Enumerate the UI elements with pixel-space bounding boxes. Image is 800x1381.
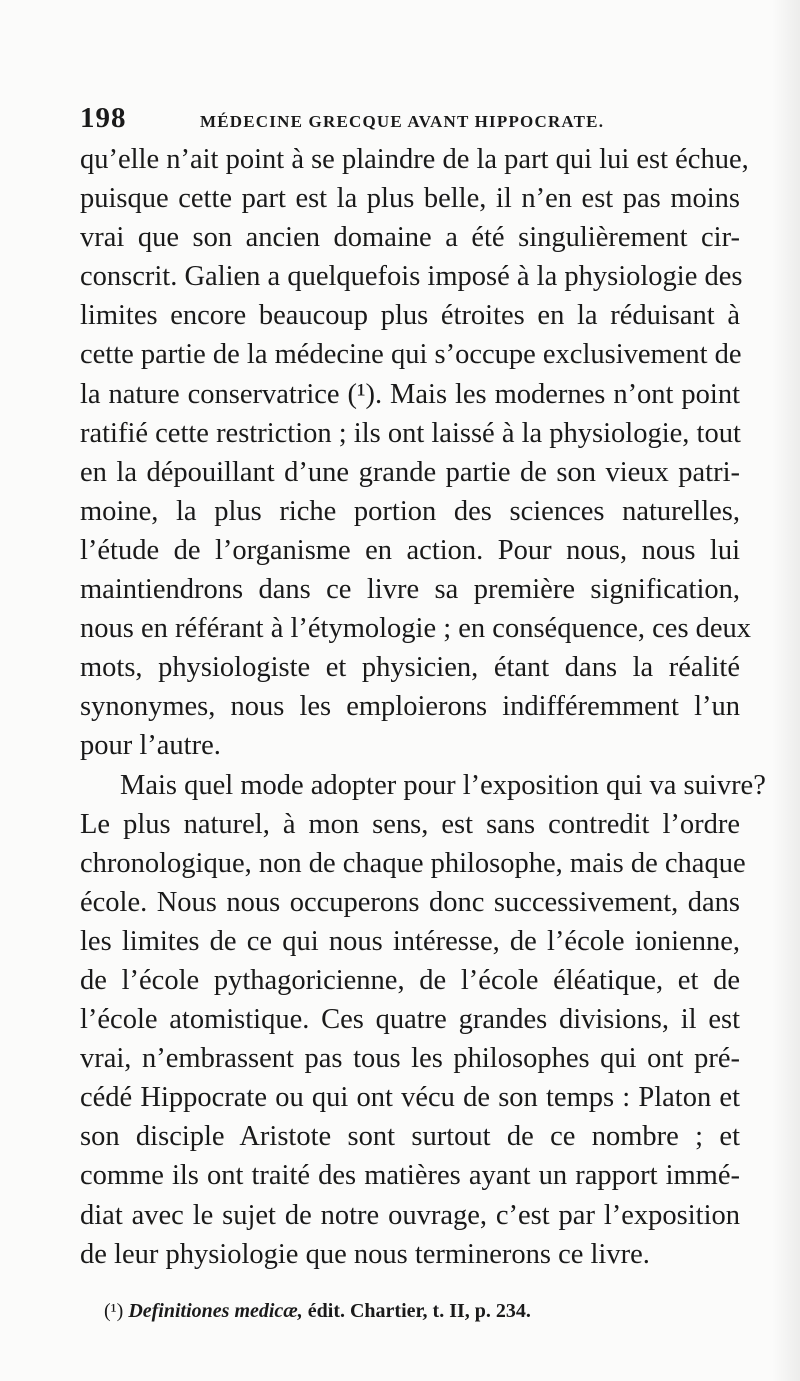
text-line: vrai, n’embrassent pas tous les philosophes qui ont pré-: [80, 1043, 740, 1075]
text-line: moine, la plus riche portion des sciences naturelles,: [80, 495, 740, 527]
text-line: mots, physiologiste et physicien, étant dans la réalité: [80, 652, 740, 684]
text-line: chronologique, non de chaque philosophe, mais de chaque: [80, 847, 746, 879]
text-line: ratifié cette restriction ; ils ont laissé à la physiologie, tout: [80, 417, 741, 449]
footnote: [104, 1300, 744, 1323]
paragraph-end-line: pour l’autre.: [80, 730, 221, 762]
text-line: les limites de ce qui nous intéresse, de l’école ionienne,: [80, 925, 740, 957]
page-edge-shadow: [772, 0, 800, 1381]
text-line: conscrit. Galien a quelquefois imposé à la physiologie des: [80, 261, 743, 293]
text-line: cette partie de la médecine qui s’occupe exclusivement de: [80, 339, 742, 371]
text-line: cédé Hippocrate ou qui ont vécu de son temps : Platon et: [80, 1082, 740, 1114]
footnote-reference: édit. Chartier, t. II, p. 234.: [307, 1300, 531, 1322]
text-line: la nature conservatrice (¹). Mais les modernes n’ont point: [80, 378, 740, 410]
text-line: comme ils ont traité des matières ayant un rapport immé-: [80, 1160, 740, 1192]
text-line: limites encore beaucoup plus étroites en la réduisant à: [80, 300, 740, 332]
text-line: l’école atomistique. Ces quatre grandes divisions, il est: [80, 1004, 740, 1036]
footnote-work-title: Definitiones medicæ,: [128, 1300, 303, 1322]
text-line: Le plus naturel, à mon sens, est sans contredit l’ordre: [80, 808, 740, 840]
text-line: son disciple Aristote sont surtout de ce nombre ; et: [80, 1121, 740, 1153]
text-line: école. Nous nous occuperons donc successivement, dans: [80, 886, 740, 918]
text-line: synonymes, nous les emploierons indifféremment l’un: [80, 691, 740, 723]
text-line: en la dépouillant d’une grande partie de son vieux patri-: [80, 456, 740, 488]
text-line: maintiendrons dans ce livre sa première signification,: [80, 574, 740, 606]
text-line: nous en référant à l’étymologie ; en conséquence, ces deux: [80, 613, 752, 645]
text-line: qu’elle n’ait point à se plaindre de la part qui lui est échue,: [80, 144, 749, 175]
body-text: [80, 140, 766, 1274]
page-header: [80, 102, 770, 142]
text-line: vrai que son ancien domaine a été singulièrement cir-: [80, 222, 740, 254]
page-number: 198: [80, 102, 127, 134]
paragraph-end-line: de leur physiologie que nous terminerons ce livre.: [80, 1238, 650, 1270]
running-head: MÉDECINE GRECQUE AVANT HIPPOCRATE.: [200, 112, 605, 131]
text-line: puisque cette part est la plus belle, il n’en est pas moins: [80, 183, 740, 215]
text-line: de l’école pythagoricienne, de l’école éléatique, et de: [80, 964, 740, 996]
text-line: diat avec le sujet de notre ouvrage, c’est par l’exposition: [80, 1199, 740, 1231]
paragraph-start-line: Mais quel mode adopter pour l’exposition qui va suivre?: [120, 769, 766, 801]
text-line: l’étude de l’organisme en action. Pour nous, nous lui: [80, 534, 740, 566]
footnote-marker: (¹): [104, 1300, 124, 1322]
